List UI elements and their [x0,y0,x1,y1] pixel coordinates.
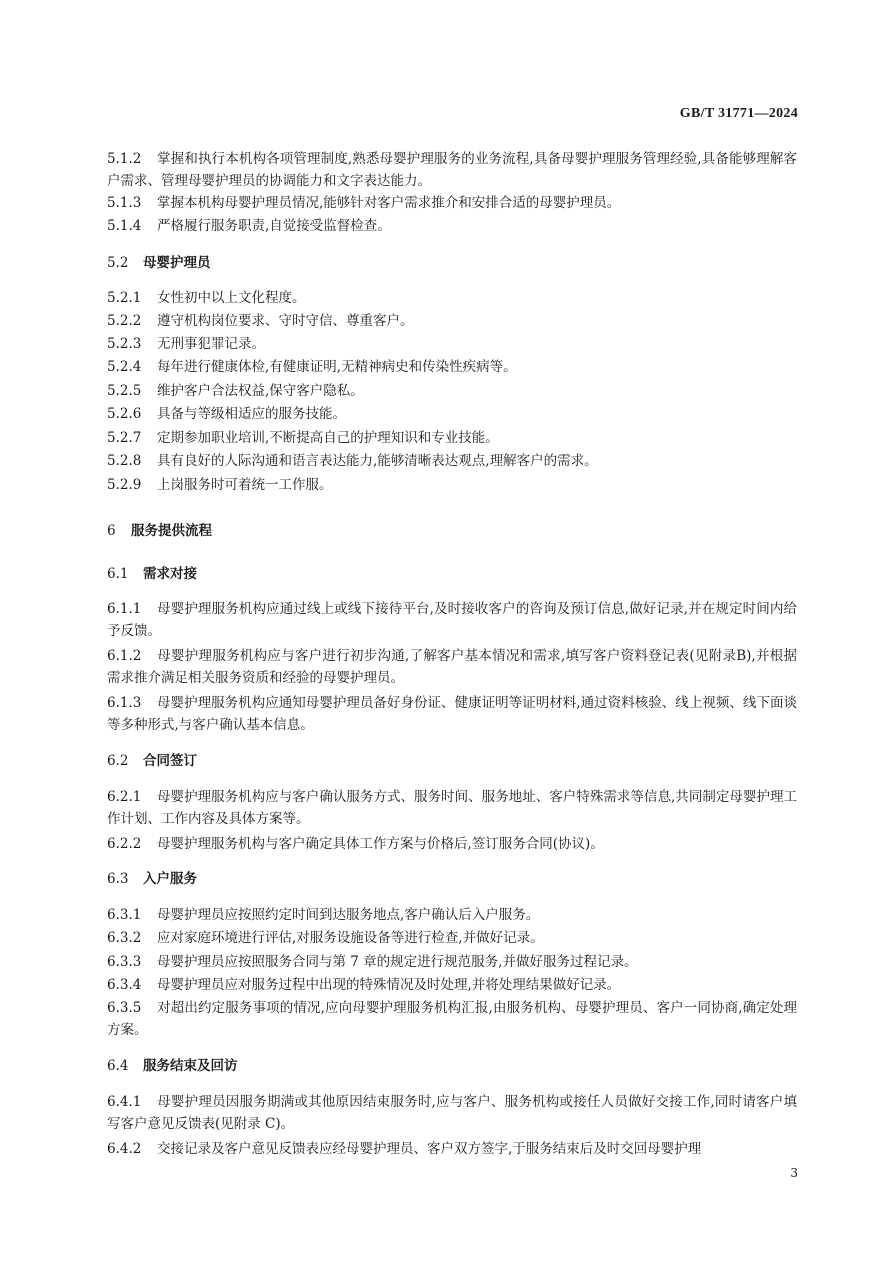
clause-6-2-2 [107,833,797,855]
clause-text: 无刑事犯罪记录。 [157,336,265,352]
clause-6-3-4 [107,974,797,996]
heading-text: 服务提供流程 [131,523,212,539]
clause-5-2-4 [107,356,797,378]
section-6-4-heading [107,1055,238,1077]
clause-text: 母婴护理服务机构应通过线上或线下接待平台,及时接收客户的咨询及预订信息,做好记录,并在规定时间内给予反馈。 [107,601,797,639]
clause-6-3-2 [107,927,797,949]
clause-number: 5.2.7 [107,430,142,446]
clause-6-1-3 [107,692,797,736]
clause-number: 5.2.1 [107,290,142,306]
clause-text: 定期参加职业培训,不断提高自己的护理知识和专业技能。 [157,430,499,446]
page-number: 3 [790,1166,798,1180]
clause-text: 母婴护理员应对服务过程中出现的特殊情况及时处理,并将处理结果做好记录。 [157,977,621,993]
clause-6-1-2 [107,645,797,689]
clause-5-1-3 [107,192,797,214]
clause-text: 掌握本机构母婴护理员情况,能够针对客户需求推介和安排合适的母婴护理员。 [157,195,621,211]
clause-text: 母婴护理服务机构与客户确定具体工作方案与价格后,签订服务合同(协议)。 [157,836,604,852]
heading-text: 服务结束及回访 [143,1058,238,1074]
clause-6-1-1 [107,598,797,642]
clause-number: 5.1.3 [107,195,142,211]
clause-number: 5.1.2 [107,151,142,167]
clause-text: 母婴护理服务机构应通知母婴护理员备好身份证、健康证明等证明材料,通过资料核验、线上视频、线下面谈等多种形式,与客户确认基本信息。 [107,695,797,733]
clause-number: 6.3.3 [107,954,142,970]
clause-number: 5.2.6 [107,406,142,422]
clause-number: 6.2.2 [107,836,142,852]
clause-text: 对超出约定服务事项的情况,应向母婴护理服务机构汇报,由服务机构、母婴护理员、客户一同协商,确定处理方案。 [107,1000,797,1038]
clause-6-4-1 [107,1091,797,1135]
clause-number: 6.3.1 [107,907,142,923]
clause-text: 具备与等级相适应的服务技能。 [157,406,346,422]
clause-5-1-2 [107,148,797,192]
heading-number: 5.2 [107,255,129,271]
clause-text: 母婴护理员应按照服务合同与第 7 章的规定进行规范服务,并做好服务过程记录。 [157,954,638,970]
clause-number: 6.4.2 [107,1141,142,1157]
clause-5-2-2 [107,310,797,332]
clause-number: 6.3.5 [107,1000,142,1016]
clause-text: 母婴护理服务机构应与客户进行初步沟通,了解客户基本情况和需求,填写客户资料登记表(见附录B),并根据需求推介满足相关服务资质和经验的母婴护理员。 [107,648,797,686]
clause-text: 具有良好的人际沟通和语言表达能力,能够清晰表达观点,理解客户的需求。 [157,453,598,469]
clause-text: 母婴护理服务机构应与客户确认服务方式、服务时间、服务地址、客户特殊需求等信息,共同制定母婴护理工作计划、工作内容及具体方案等。 [107,789,797,827]
clause-text: 掌握和执行本机构各项管理制度,熟悉母婴护理服务的业务流程,具备母婴护理服务管理经验,具备能够理解客户需求、管理母婴护理员的协调能力和文字表达能力。 [107,151,797,189]
clause-5-2-3 [107,333,797,355]
section-6-1-heading [107,563,197,585]
clause-text: 应对家庭环境进行评估,对服务设施设备等进行检查,并做好记录。 [157,930,544,946]
clause-text: 每年进行健康体检,有健康证明,无精神病史和传染性疾病等。 [157,359,517,375]
clause-6-3-1 [107,904,797,926]
clause-number: 5.2.5 [107,383,142,399]
clause-text: 严格履行服务职责,自觉接受监督检查。 [157,218,391,234]
clause-5-1-4 [107,215,797,237]
clause-text: 维护客户合法权益,保守客户隐私。 [157,383,364,399]
clause-number: 6.4.1 [107,1094,142,1110]
heading-text: 母婴护理员 [143,255,211,271]
clause-text: 遵守机构岗位要求、守时守信、尊重客户。 [157,313,414,329]
clause-text: 母婴护理员应按照约定时间到达服务地点,客户确认后入户服务。 [157,907,540,923]
heading-number: 6 [107,523,116,539]
clause-5-2-8 [107,450,797,472]
heading-text: 合同签订 [143,753,197,769]
heading-number: 6.1 [107,566,129,582]
clause-number: 6.1.2 [107,648,142,664]
clause-number: 5.1.4 [107,218,142,234]
heading-number: 6.4 [107,1058,129,1074]
heading-number: 6.2 [107,753,129,769]
clause-5-2-1 [107,287,797,309]
clause-number: 6.1.3 [107,695,142,711]
clause-number: 5.2.3 [107,336,142,352]
clause-number: 5.2.4 [107,359,142,375]
clause-5-2-9 [107,474,797,496]
clause-number: 5.2.8 [107,453,142,469]
clause-6-4-2 [107,1138,797,1160]
clause-number: 6.3.4 [107,977,142,993]
clause-number: 6.2.1 [107,789,142,805]
clause-number: 5.2.2 [107,313,142,329]
standard-number: GB/T 31771—2024 [679,106,798,121]
clause-number: 6.1.1 [107,601,142,617]
section-5-2-heading [107,252,211,274]
heading-number: 6.3 [107,871,129,887]
heading-text: 入户服务 [143,871,197,887]
section-6-3-heading [107,868,197,890]
clause-text: 女性初中以上文化程度。 [157,290,306,306]
clause-5-2-5 [107,380,797,402]
clause-6-3-3 [107,951,797,973]
clause-text: 上岗服务时可着统一工作服。 [157,477,333,493]
clause-number: 6.3.2 [107,930,142,946]
section-6-2-heading [107,750,197,772]
clause-6-3-5 [107,997,797,1041]
clause-6-2-1 [107,786,797,830]
clause-5-2-7 [107,427,797,449]
clause-text: 交接记录及客户意见反馈表应经母婴护理员、客户双方签字,于服务结束后及时交回母婴护理 [157,1141,702,1157]
chapter-6-heading [107,520,212,542]
clause-number: 5.2.9 [107,477,142,493]
clause-5-2-6 [107,403,797,425]
heading-text: 需求对接 [143,566,197,582]
clause-text: 母婴护理员因服务期满或其他原因结束服务时,应与客户、服务机构或接任人员做好交接工作,同时请客户填写客户意见反馈表(见附录 C)。 [107,1094,797,1132]
